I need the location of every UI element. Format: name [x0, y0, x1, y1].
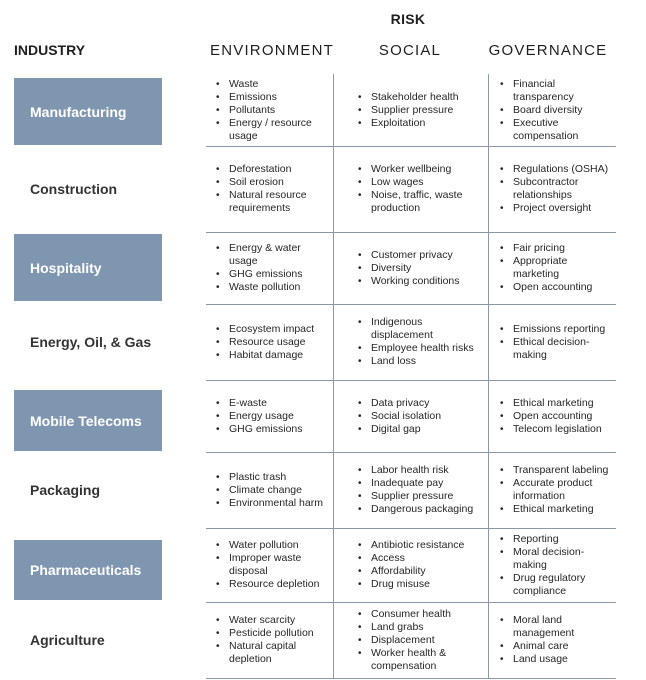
risk-item: • Supplier pressure: [368, 104, 459, 117]
risk-item: • Moral land management: [510, 614, 616, 640]
social-risk-list: [356, 397, 441, 436]
risk-item: • Moral decision-making: [510, 546, 616, 572]
governance-risk-list: [498, 78, 616, 143]
social-risk-cell: [356, 304, 486, 380]
environment-risk-cell: [214, 528, 332, 602]
risk-item: • Social isolation: [368, 410, 441, 423]
risk-item: • Board diversity: [510, 104, 616, 117]
risk-item: • Natural capital depletion: [226, 640, 332, 666]
social-risk-list: [356, 316, 486, 368]
row-divider: [206, 232, 616, 233]
risk-item: • Digital gap: [368, 423, 441, 436]
environment-risk-cell: [214, 74, 332, 146]
industry-manufacturing: Manufacturing: [14, 78, 162, 145]
risk-item: • Waste pollution: [226, 281, 332, 294]
risk-item: • Access: [368, 552, 464, 565]
environment-risk-list: [214, 539, 332, 591]
risk-item: • Water scarcity: [226, 614, 332, 627]
environment-risk-cell: [214, 380, 332, 452]
risk-item: • Open accounting: [510, 281, 616, 294]
risk-item: • Ethical marketing: [510, 397, 602, 410]
risk-item: • Energy usage: [226, 410, 303, 423]
environment-risk-list: [214, 163, 332, 215]
risk-item: • Supplier pressure: [368, 490, 473, 503]
risk-item: • Noise, traffic, waste production: [368, 189, 486, 215]
environment-risk-list: [214, 471, 323, 510]
social-risk-list: [356, 539, 464, 591]
risk-item: • Deforestation: [226, 163, 332, 176]
social-risk-cell: [356, 146, 486, 232]
governance-risk-list: [498, 242, 616, 294]
environment-risk-list: [214, 397, 303, 436]
social-column-header: SOCIAL: [378, 42, 442, 59]
social-risk-list: [356, 608, 486, 673]
row-divider: [206, 380, 616, 381]
risk-item: • Environmental harm: [226, 497, 323, 510]
risk-item: • Telecom legislation: [510, 423, 602, 436]
risk-item: • Soil erosion: [226, 176, 332, 189]
risk-item: • Land loss: [368, 355, 486, 368]
risk-item: • Dangerous packaging: [368, 503, 473, 516]
risk-item: • Drug misuse: [368, 578, 464, 591]
risk-item: • Exploitation: [368, 117, 459, 130]
governance-risk-list: [498, 614, 616, 666]
risk-item: • Emissions: [226, 91, 332, 104]
industry-energy-oil-gas: Energy, Oil, & Gas: [30, 334, 152, 350]
risk-item: • Diversity: [368, 262, 460, 275]
risk-item: • Improper waste disposal: [226, 552, 332, 578]
risk-item: • Ecosystem impact: [226, 323, 314, 336]
governance-risk-list: [498, 397, 602, 436]
risk-item: • Data privacy: [368, 397, 441, 410]
risk-item: • Stakeholder health: [368, 91, 459, 104]
environment-risk-list: [214, 242, 332, 294]
risk-item: • Habitat damage: [226, 349, 314, 362]
risk-item: • Worker health & compensation: [368, 647, 486, 673]
industry-packaging: Packaging: [30, 482, 101, 498]
environment-risk-list: [214, 323, 314, 362]
risk-item: • Labor health risk: [368, 464, 473, 477]
social-risk-list: [356, 91, 459, 130]
risk-item: • Worker wellbeing: [368, 163, 486, 176]
row-divider: [206, 146, 616, 147]
governance-risk-list: [498, 533, 616, 598]
table-bottom-border: [206, 678, 616, 679]
risk-item: • Waste: [226, 78, 332, 91]
column-divider: [333, 74, 334, 678]
risk-item: • Subcontractor relationships: [510, 176, 616, 202]
risk-item: • Water pollution: [226, 539, 332, 552]
industry-hospitality: Hospitality: [14, 234, 162, 301]
governance-column-header: GOVERNANCE: [488, 42, 608, 59]
risk-item: • Resource depletion: [226, 578, 332, 591]
risk-item: • Executive compensation: [510, 117, 616, 143]
risk-item: • Climate change: [226, 484, 323, 497]
social-risk-list: [356, 249, 460, 288]
governance-risk-list: [498, 163, 616, 215]
environment-risk-cell: [214, 232, 332, 304]
governance-risk-list: [498, 464, 616, 516]
risk-item: • Ethical marketing: [510, 503, 616, 516]
risk-item: • Animal care: [510, 640, 616, 653]
governance-risk-cell: [498, 146, 616, 232]
risk-item: • Indigenous displacement: [368, 316, 486, 342]
governance-risk-cell: [498, 74, 616, 146]
social-risk-list: [356, 163, 486, 215]
risk-item: • Pollutants: [226, 104, 332, 117]
risk-item: • Reporting: [510, 533, 616, 546]
social-risk-list: [356, 464, 473, 516]
social-risk-cell: [356, 452, 486, 528]
social-risk-cell: [356, 528, 486, 602]
risk-title: RISK: [390, 11, 426, 27]
industry-mobile-telecoms: Mobile Telecoms: [14, 390, 162, 451]
risk-item: • Displacement: [368, 634, 486, 647]
risk-item: • Land usage: [510, 653, 616, 666]
column-divider: [488, 74, 489, 678]
row-divider: [206, 602, 616, 603]
environment-risk-cell: [214, 602, 332, 678]
risk-item: • Open accounting: [510, 410, 602, 423]
industry-pharmaceuticals: Pharmaceuticals: [14, 540, 162, 600]
environment-risk-list: [214, 78, 332, 143]
risk-item: • Natural resource requirements: [226, 189, 332, 215]
risk-item: • Accurate product information: [510, 477, 616, 503]
risk-item: • Customer privacy: [368, 249, 460, 262]
social-risk-cell: [356, 74, 486, 146]
risk-item: • Emissions reporting: [510, 323, 616, 336]
risk-item: • Low wages: [368, 176, 486, 189]
risk-item: • Employee health risks: [368, 342, 486, 355]
risk-item: • Pesticide pollution: [226, 627, 332, 640]
governance-risk-cell: [498, 528, 616, 602]
risk-item: • Land grabs: [368, 621, 486, 634]
social-risk-cell: [356, 380, 486, 452]
governance-risk-list: [498, 323, 616, 362]
risk-item: • Fair pricing: [510, 242, 616, 255]
industry-column-header: INDUSTRY: [14, 42, 86, 58]
governance-risk-cell: [498, 232, 616, 304]
governance-risk-cell: [498, 304, 616, 380]
risk-item: • Working conditions: [368, 275, 460, 288]
governance-risk-cell: [498, 602, 616, 678]
risk-item: • Energy / resource usage: [226, 117, 332, 143]
row-divider: [206, 528, 616, 529]
risk-item: • GHG emissions: [226, 268, 332, 281]
risk-item: • Financial transparency: [510, 78, 616, 104]
risk-item: • E-waste: [226, 397, 303, 410]
risk-item: • Appropriate marketing: [510, 255, 616, 281]
environment-risk-cell: [214, 304, 332, 380]
risk-item: • Antibiotic resistance: [368, 539, 464, 552]
governance-risk-cell: [498, 380, 616, 452]
risk-item: • Resource usage: [226, 336, 314, 349]
risk-item: • Transparent labeling: [510, 464, 616, 477]
governance-risk-cell: [498, 452, 616, 528]
environment-risk-cell: [214, 146, 332, 232]
risk-item: • Consumer health: [368, 608, 486, 621]
risk-item: • Ethical decision-making: [510, 336, 616, 362]
industry-agriculture: Agriculture: [30, 632, 105, 648]
risk-item: • GHG emissions: [226, 423, 303, 436]
risk-item: • Inadequate pay: [368, 477, 473, 490]
row-divider: [206, 452, 616, 453]
risk-item: • Energy & water usage: [226, 242, 332, 268]
social-risk-cell: [356, 232, 486, 304]
social-risk-cell: [356, 602, 486, 678]
risk-item: • Affordability: [368, 565, 464, 578]
risk-item: • Drug regulatory compliance: [510, 572, 616, 598]
risk-item: • Plastic trash: [226, 471, 323, 484]
risk-item: • Project oversight: [510, 202, 616, 215]
environment-column-header: ENVIRONMENT: [210, 42, 335, 59]
row-divider: [206, 304, 616, 305]
industry-construction: Construction: [30, 181, 118, 197]
environment-risk-cell: [214, 452, 332, 528]
risk-item: • Regulations (OSHA): [510, 163, 616, 176]
environment-risk-list: [214, 614, 332, 666]
